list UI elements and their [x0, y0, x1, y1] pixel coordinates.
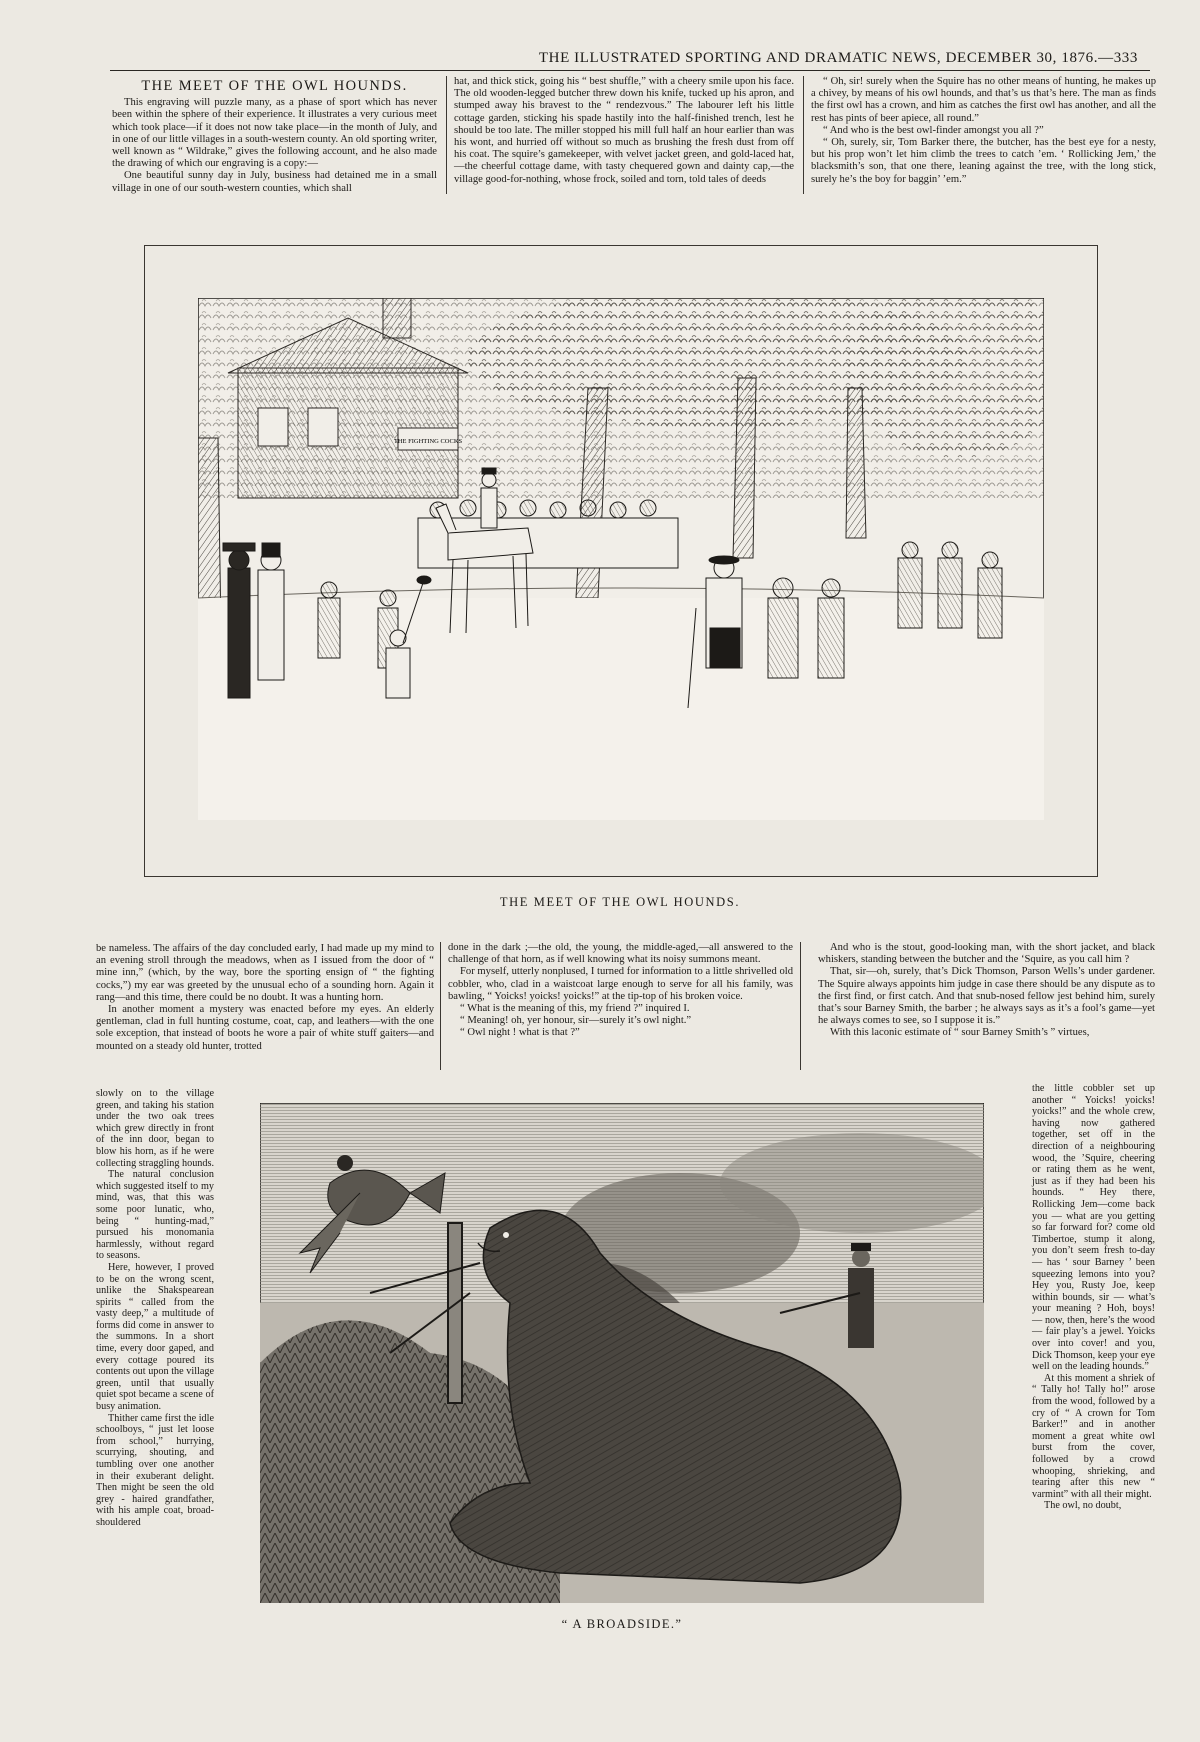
- paragraph: hat, and thick stick, going his “ best shuffle,” with a cheery smile upon his face. The old wooden-legged butcher threw down his knife, tucked up his apron, and stumped away his bravest to the “ rendezvous.” The labourer left his little cottage garden, sticking his spade hastily into the half-finished trench, lest he should be too late. The miller stopped his mill full half an hour earlier than was his wont, and hurried off without so much as brushing the fresh dust from off his coat. The squire’s gamekeeper, with velvet jacket green, and gold-laced hat,—the cheerful cottage dame, with tasty chequered gown and dainty cap,—the village good-for-nothing, whose frock, soiled and torn, told tales of deeds: [454, 76, 794, 185]
- paragraph: “ Oh, surely, sir, Tom Barker there, the butcher, has the best eye for a nesty, but his prop won’t let him climb the trees to catch ’em. ‘ Rollicking Jem,’ the blacksmith’s son, that one there, leaning against the tree, with the long stick, surely he’s the boy for baggin’ ’em.”: [811, 137, 1156, 185]
- paragraph: With this laconic estimate of “ sour Barney Smith’s ” virtues,: [830, 1027, 1090, 1039]
- top-column-1: [112, 78, 437, 195]
- owl-hounds-engraving: [198, 298, 1044, 820]
- paragraph: And who is the stout, good-looking man, with the short jacket, and black whiskers, standing between the butcher and the ‘Squire, as you call him ?: [818, 942, 1155, 966]
- paragraph: “ Owl night ! what is that ?”: [460, 1027, 580, 1039]
- paragraph: This engraving will puzzle many, as a phase of sport which has never been within the sphere of their experience. It illustrates a very curious meet which took place—if it does not now take place—in the month of July, and in one of our little villages in a south-western county. An old sporting writer, well known as “ Wildrake,” gives the following account, and he also made the drawing of which our engraving is a copy:—: [112, 97, 437, 170]
- paragraph: At this moment a shriek of “ Tally ho! Tally ho!” arose from the wood, followed by a cry of “ A crown for Tom Barker!” and in another moment a great white owl burst from the cover, followed by a crowd whooping, shrieking, and tearing after this new “ varmint” with all their might.: [1032, 1372, 1155, 1500]
- paragraph: done in the dark ;—the old, the young, the middle-aged,—all answered to the challenge of that horn, as if well knowing what its noisy summons meant.: [448, 942, 793, 966]
- paragraph: One beautiful sunny day in July, business had detained me in a small village in one of our south-western counties, which shall: [112, 170, 437, 194]
- paragraph: “ Oh, sir! surely when the Squire has no other means of hunting, he makes up a chivey, by means of his owl hounds, and that’s us that’s here. The man as finds the first owl has a crown, and him as catches the first owl has another, and all the rest has pints of beer apiece, all round.”: [811, 76, 1156, 124]
- mid-column-3-narrow: [1032, 1083, 1155, 1512]
- paragraph: The owl, no doubt,: [1044, 1500, 1122, 1512]
- paragraph: The natural conclusion which suggested itself to my mind, was, that this was some poor lunatic, who, being “ hunting-mad,” pursued his monomania harmlessly, without regard to seasons.: [96, 1169, 214, 1262]
- paragraph: Thither came first the idle schoolboys, “ just let loose from school,” hurrying, scurrying, shouting, and tumbling over one another in their exuberant delight. Then might be seen the old grey - haired grandfather, with his ample coat, broad-shouldered: [96, 1412, 214, 1528]
- mid-column-1-narrow: [96, 1088, 214, 1529]
- mid-column-1-top: [96, 943, 434, 1053]
- column-divider: [446, 76, 447, 194]
- inn-sign-text: THE FIGHTING COCKS: [393, 438, 463, 445]
- top-plate-caption: THE MEET OF THE OWL HOUNDS.: [499, 895, 741, 909]
- article-title: THE MEET OF THE OWL HOUNDS.: [141, 78, 408, 94]
- mid-column-2: [448, 942, 793, 1040]
- paragraph: That, sir—oh, surely, that’s Dick Thomson, Parson Wells’s under gardener. The Squire always appoints him judge in case there should be any dispute as to the first find, or first catch. And that snub-nosed fellow jest behind him, surely that’s sour Barney Smith, the barber ; he always says as it’s a fool’s game—yet he always comes to see, so I suppose it is.”: [818, 966, 1155, 1027]
- top-column-2: [454, 76, 794, 186]
- paragraph: “ Meaning! oh, yer honour, sir—surely it’s owl night.”: [460, 1015, 692, 1027]
- paragraph: “ And who is the best owl-finder amongst you all ?”: [823, 124, 1044, 136]
- paragraph: Here, however, I proved to be on the wrong scent, unlike the Shakspearean spirits “ called from the vasty deep,” a multitude of forms did come in answer to the summons. In a short time, every door gaped, and every cottage poured its contents out upon the village green, until that usually quiet spot became a scene of busy animation.: [96, 1261, 214, 1413]
- top-column-3: [811, 76, 1156, 186]
- mid-column-3-top: [818, 942, 1155, 1040]
- paragraph: “ What is the meaning of this, my friend ?” inquired I.: [460, 1003, 690, 1015]
- paragraph: In another moment a mystery was enacted before my eyes. An elderly gentleman, clad in full hunting costume, coat, cap, and leathers—with the one sole exception, that instead of boots he wore a pair of white stuff gaiters—and mounted on a steady old hunter, trotted: [96, 1004, 434, 1052]
- paragraph: the little cobbler set up another “ Yoicks! yoicks! yoicks!” and the whole crew, having now gathered together, set off in the direction of a neighbouring wood, the ’Squire, cheering or rating them as he went, just as if they had been his hounds. “ Hey there, Rollicking Jem—come back you — what are you getting so far forward for? come old Timbertoe, stump it along, you don’t seem fresh to-day — has ‘ sour Barney ’ been squeezing lemons into you? Hey you, Rusty Joe, keep within bounds, sir — what’s your meaning ? Hoh, boys! — now, then, here’s the wood — fair play’s a jewel. Yoicks over into cover! and you, Dick Thomson, keep your eye well on the leading hounds.”: [1032, 1083, 1155, 1373]
- paragraph: slowly on to the village green, and taking his station under the two oak trees which grew directly in front of the inn door, began to blow his horn, as if he were collecting straggling hounds.: [96, 1088, 214, 1169]
- bottom-plate-caption: “ A BROADSIDE.”: [561, 1617, 683, 1631]
- column-divider: [800, 942, 801, 1070]
- column-divider: [440, 942, 441, 1070]
- column-divider: [803, 76, 804, 194]
- paragraph: For myself, utterly nonplused, I turned for information to a little shrivelled old cobbler, who, clad in a waistcoat large enough to serve for all his family, was bawling, “ Yoicks! yoicks! yoicks!” at the tip-top of his broken voice.: [448, 966, 793, 1002]
- broadside-engraving: [260, 1103, 984, 1603]
- paragraph: be nameless. The affairs of the day concluded early, I had made up my mind to an evening stroll through the meadows, when as I issued from the door of “ mine inn,” (which, by the way, bore the sporting ensign of “ the fighting cocks,”) my ear was greeted by the unusual echo of a sounding horn. Again it rang—and this time, there could be no doubt. It was a hunting horn.: [96, 943, 434, 1003]
- running-header: THE ILLUSTRATED SPORTING AND DRAMATIC NEWS, DECEMBER 30, 1876.—333: [538, 50, 1138, 66]
- header-rule: [110, 70, 1150, 71]
